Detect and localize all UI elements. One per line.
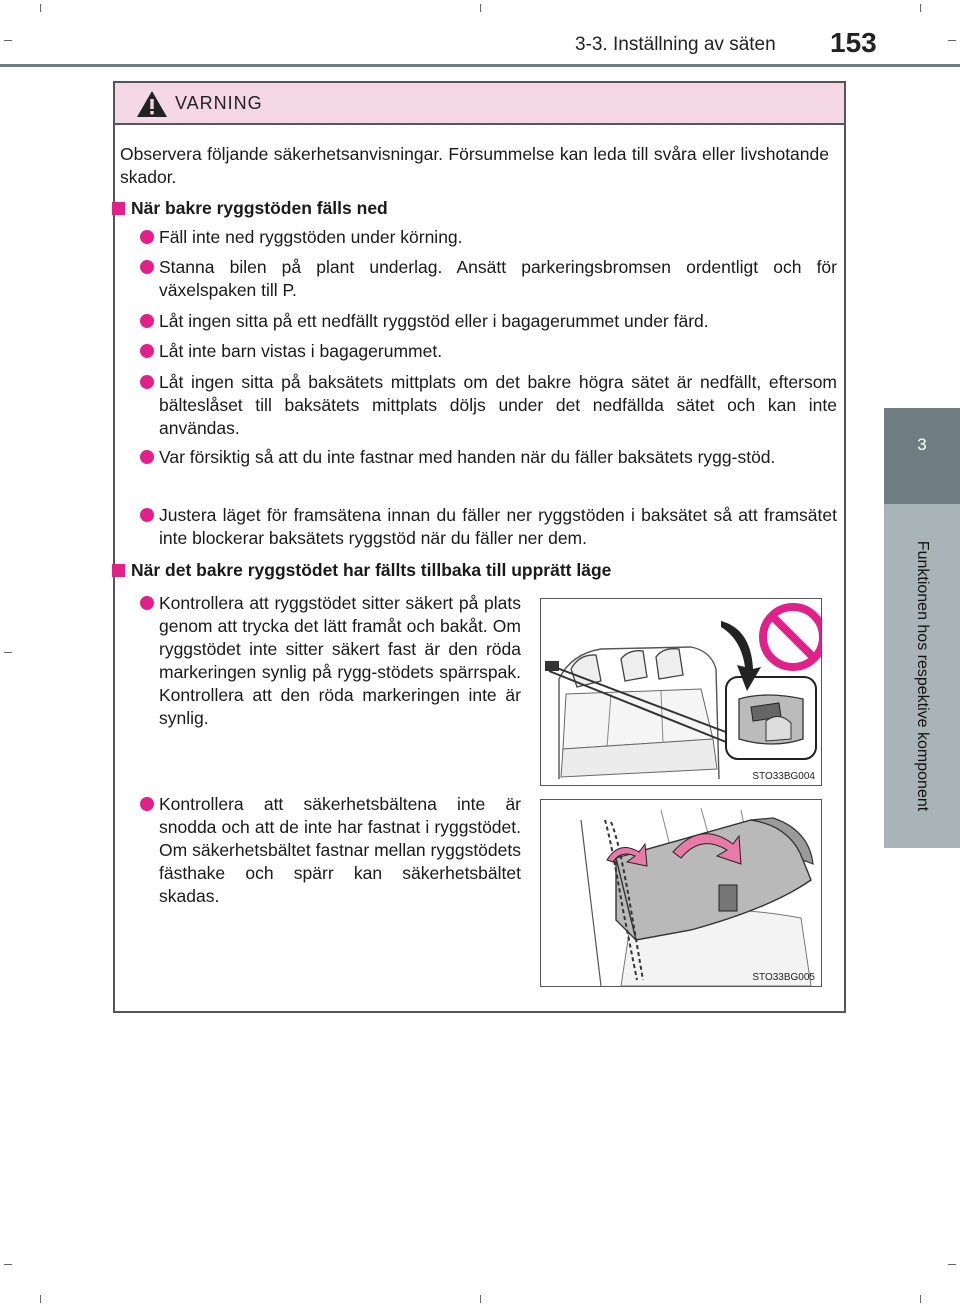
chapter-number: 3 <box>917 435 927 454</box>
list-item: Var försiktig så att du inte fastnar med handen när du fäller baksätets rygg-stöd. <box>159 447 776 467</box>
crop-mark <box>4 652 12 653</box>
list-item: Justera läget för framsätena innan du fäller ner ryggstöden i baksätet så att framsätet inte blockerar baksätets ryggstöd när du fäller ner dem. <box>159 505 837 548</box>
bullet-icon <box>140 450 154 464</box>
bullet-icon <box>140 230 154 244</box>
list-item: Fäll inte ned ryggstöden under körning. <box>159 227 463 247</box>
square-bullet-icon <box>112 202 125 215</box>
bullet-icon <box>140 797 154 811</box>
warning-box <box>113 81 846 1013</box>
header-rule <box>0 64 960 67</box>
crop-mark <box>40 1295 41 1303</box>
seat-lock-illustration <box>541 599 821 785</box>
bullet-icon <box>140 596 154 610</box>
crop-mark <box>4 40 12 41</box>
list-item: Kontrollera att ryggstödet sitter säkert på plats genom att trycka det lätt framåt och bakåt. Om ryggstödet inte sitter säkert fast är den röda markeringen synlig på rygg-stödets spärrspak. Kontrollera att den röda markeringen inte är synlig. <box>159 593 521 728</box>
square-bullet-icon <box>112 564 125 577</box>
section-heading-text: När bakre ryggstöden fälls ned <box>131 198 388 218</box>
chapter-title: Funktionen hos respektive komponent <box>914 540 931 812</box>
crop-mark <box>948 1264 956 1265</box>
section-heading-text: När det bakre ryggstödet har fällts tillbaka till upprätt läge <box>131 560 612 580</box>
figure-seatbelt <box>540 799 822 987</box>
section-heading <box>112 197 837 220</box>
bullet-icon <box>140 314 154 328</box>
crop-mark <box>920 4 921 12</box>
chapter-tab <box>884 408 960 504</box>
crop-mark <box>40 4 41 12</box>
figure-seat-lock <box>540 598 822 786</box>
list-item: Låt inte barn vistas i bagagerummet. <box>159 341 443 361</box>
chapter-title-wrap <box>884 504 960 848</box>
crop-mark <box>920 1295 921 1303</box>
warning-header <box>115 83 844 125</box>
page-number: 153 <box>830 27 877 58</box>
crop-mark <box>480 4 481 12</box>
bullet-icon <box>140 508 154 522</box>
list-item: Kontrollera att säkerhetsbältena inte är snodda och att de inte har fastnat i ryggstödet. Om säkerhetsbältet fastnar mellan ryggstödets fästhake och spärr kan säkerhetsbältet skadas. <box>159 794 521 906</box>
list-item: Låt ingen sitta på baksätets mittplats om det bakre högra sätet är nedfällt, eftersom bälteslåset till baksätets mittplats döljs under det nedfällda sätet och kan inte användas. <box>159 372 837 438</box>
section-title: 3-3. Inställning av säten <box>575 34 776 55</box>
bullet-icon <box>140 344 154 358</box>
figure-label: STO33BG004 <box>752 771 815 782</box>
seatbelt-illustration <box>541 800 821 986</box>
warning-intro: Observera följande säkerhetsanvisningar. Försummelse kan leda till svåra eller livshotande skador. <box>120 144 829 187</box>
list-item: Stanna bilen på plant underlag. Ansätt parkeringsbromsen ordentligt och för växelspaken till P. <box>159 257 837 300</box>
warning-triangle-icon <box>135 89 169 119</box>
crop-mark <box>480 1295 481 1303</box>
crop-mark <box>948 40 956 41</box>
section-heading <box>112 559 837 582</box>
crop-mark <box>4 1264 12 1265</box>
warning-title: VARNING <box>175 93 263 113</box>
figure-label: STO33BG005 <box>752 972 815 983</box>
bullet-icon <box>140 260 154 274</box>
list-item: Låt ingen sitta på ett nedfällt ryggstöd eller i bagagerummet under färd. <box>159 311 709 331</box>
bullet-icon <box>140 375 154 389</box>
